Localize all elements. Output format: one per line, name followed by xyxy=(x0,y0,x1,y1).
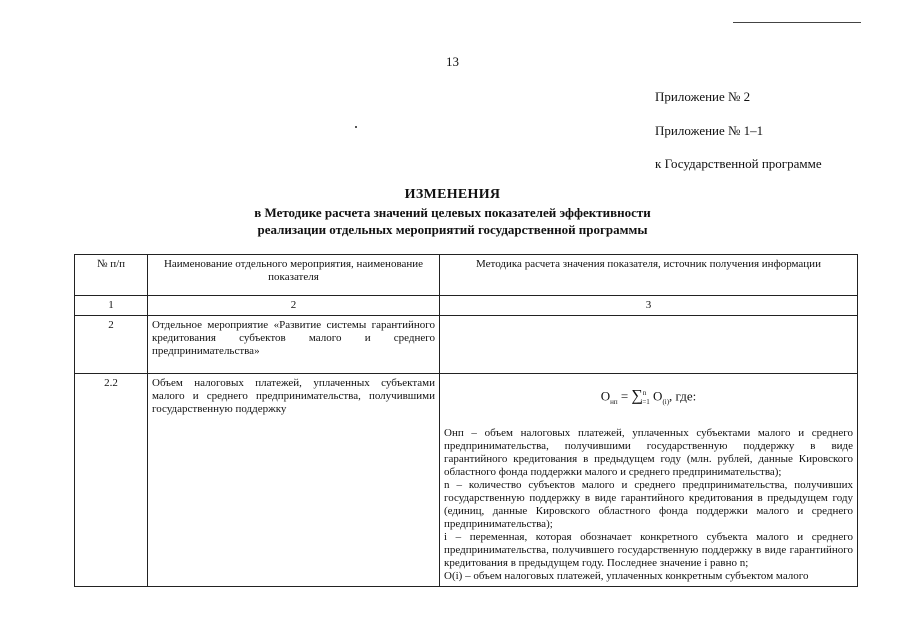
formula-lhs: О xyxy=(600,388,611,404)
scan-artifact-line xyxy=(733,22,861,23)
document-title xyxy=(0,187,905,238)
methodology-table xyxy=(74,254,858,587)
definition-item: О(i) – объем налоговых платежей, уплаченных конкретным субъектом малого xyxy=(444,569,809,582)
header-cell-name: Наименование отдельного мероприятия, наименование показателя xyxy=(148,255,440,296)
row-name: Отдельное мероприятие «Развитие системы гарантийного кредитования субъектов малого и среднего предпринимательства» xyxy=(148,316,440,374)
row-method xyxy=(440,374,858,587)
row-number: 2 xyxy=(75,316,148,374)
sum-sign-icon: ∑ xyxy=(631,387,643,405)
header-cell-number: № п/п xyxy=(75,255,148,296)
appendix-label-1: Приложение № 2 xyxy=(655,89,751,104)
definition-item: Онп – объем налоговых платежей, уплаченных субъектами малого и среднего предпринимательства, получившими государственную поддержку в виде гарантийного кредитования в предыдущем году (млн. рублей, данные Кировского областного фонда поддержки малого и среднего предпринимательства); xyxy=(444,426,853,478)
column-number-2: 2 xyxy=(148,296,440,316)
page-number: 13 xyxy=(446,54,459,69)
row-number: 2.2 xyxy=(75,374,148,587)
title-line-3: реализации отдельных мероприятий государственной программы xyxy=(257,222,648,237)
title-line-1: ИЗМЕНЕНИЯ xyxy=(404,187,501,202)
formula-term-sub: (i) xyxy=(662,397,670,406)
definition-item: n – количество субъектов малого и среднего предпринимательства, получивших государственную поддержку в виде гарантийного кредитования в предыдущем году (единиц, данные Кировского областного фонда поддержки малого и среднего предпринимательства); xyxy=(444,478,853,530)
formula-lhs-sub: нп xyxy=(610,397,618,406)
title-line-2: в Методике расчета значений целевых показателей эффективности xyxy=(254,205,651,220)
table-header-row xyxy=(75,255,858,296)
row-name: Объем налоговых платежей, уплаченных субъектами малого и среднего предпринимательства, получившими государственную поддержку xyxy=(148,374,440,587)
formula-tail: , где: xyxy=(669,388,697,404)
formula: $О_{нп} = \sum^n_{i=1}$ $О_{(i)}$, где: xyxy=(600,387,697,406)
column-number-3: 3 xyxy=(440,296,858,316)
column-number-row xyxy=(75,296,858,316)
definition-item: i – переменная, которая обозначает конкретного субъекта малого и среднего предпринимательства, получившего государственную поддержку в виде гарантийного кредитования в предыдущем году. Последнее значение i равно n; xyxy=(444,530,853,569)
header-cell-method: Методика расчета значения показателя, источник получения информации xyxy=(440,255,858,296)
scan-artifact-dot xyxy=(355,126,357,128)
formula-sum-top: n xyxy=(642,389,647,397)
formula-sum-bottom: i=1 xyxy=(640,397,650,406)
table-row xyxy=(75,374,858,587)
table-row xyxy=(75,316,858,374)
appendix-label-2: Приложение № 1–1 xyxy=(655,123,764,138)
column-number-1: 1 xyxy=(75,296,148,316)
appendix-label-3: к Государственной программе xyxy=(655,156,822,171)
row-method xyxy=(440,316,858,374)
formula-term: О xyxy=(653,388,663,404)
